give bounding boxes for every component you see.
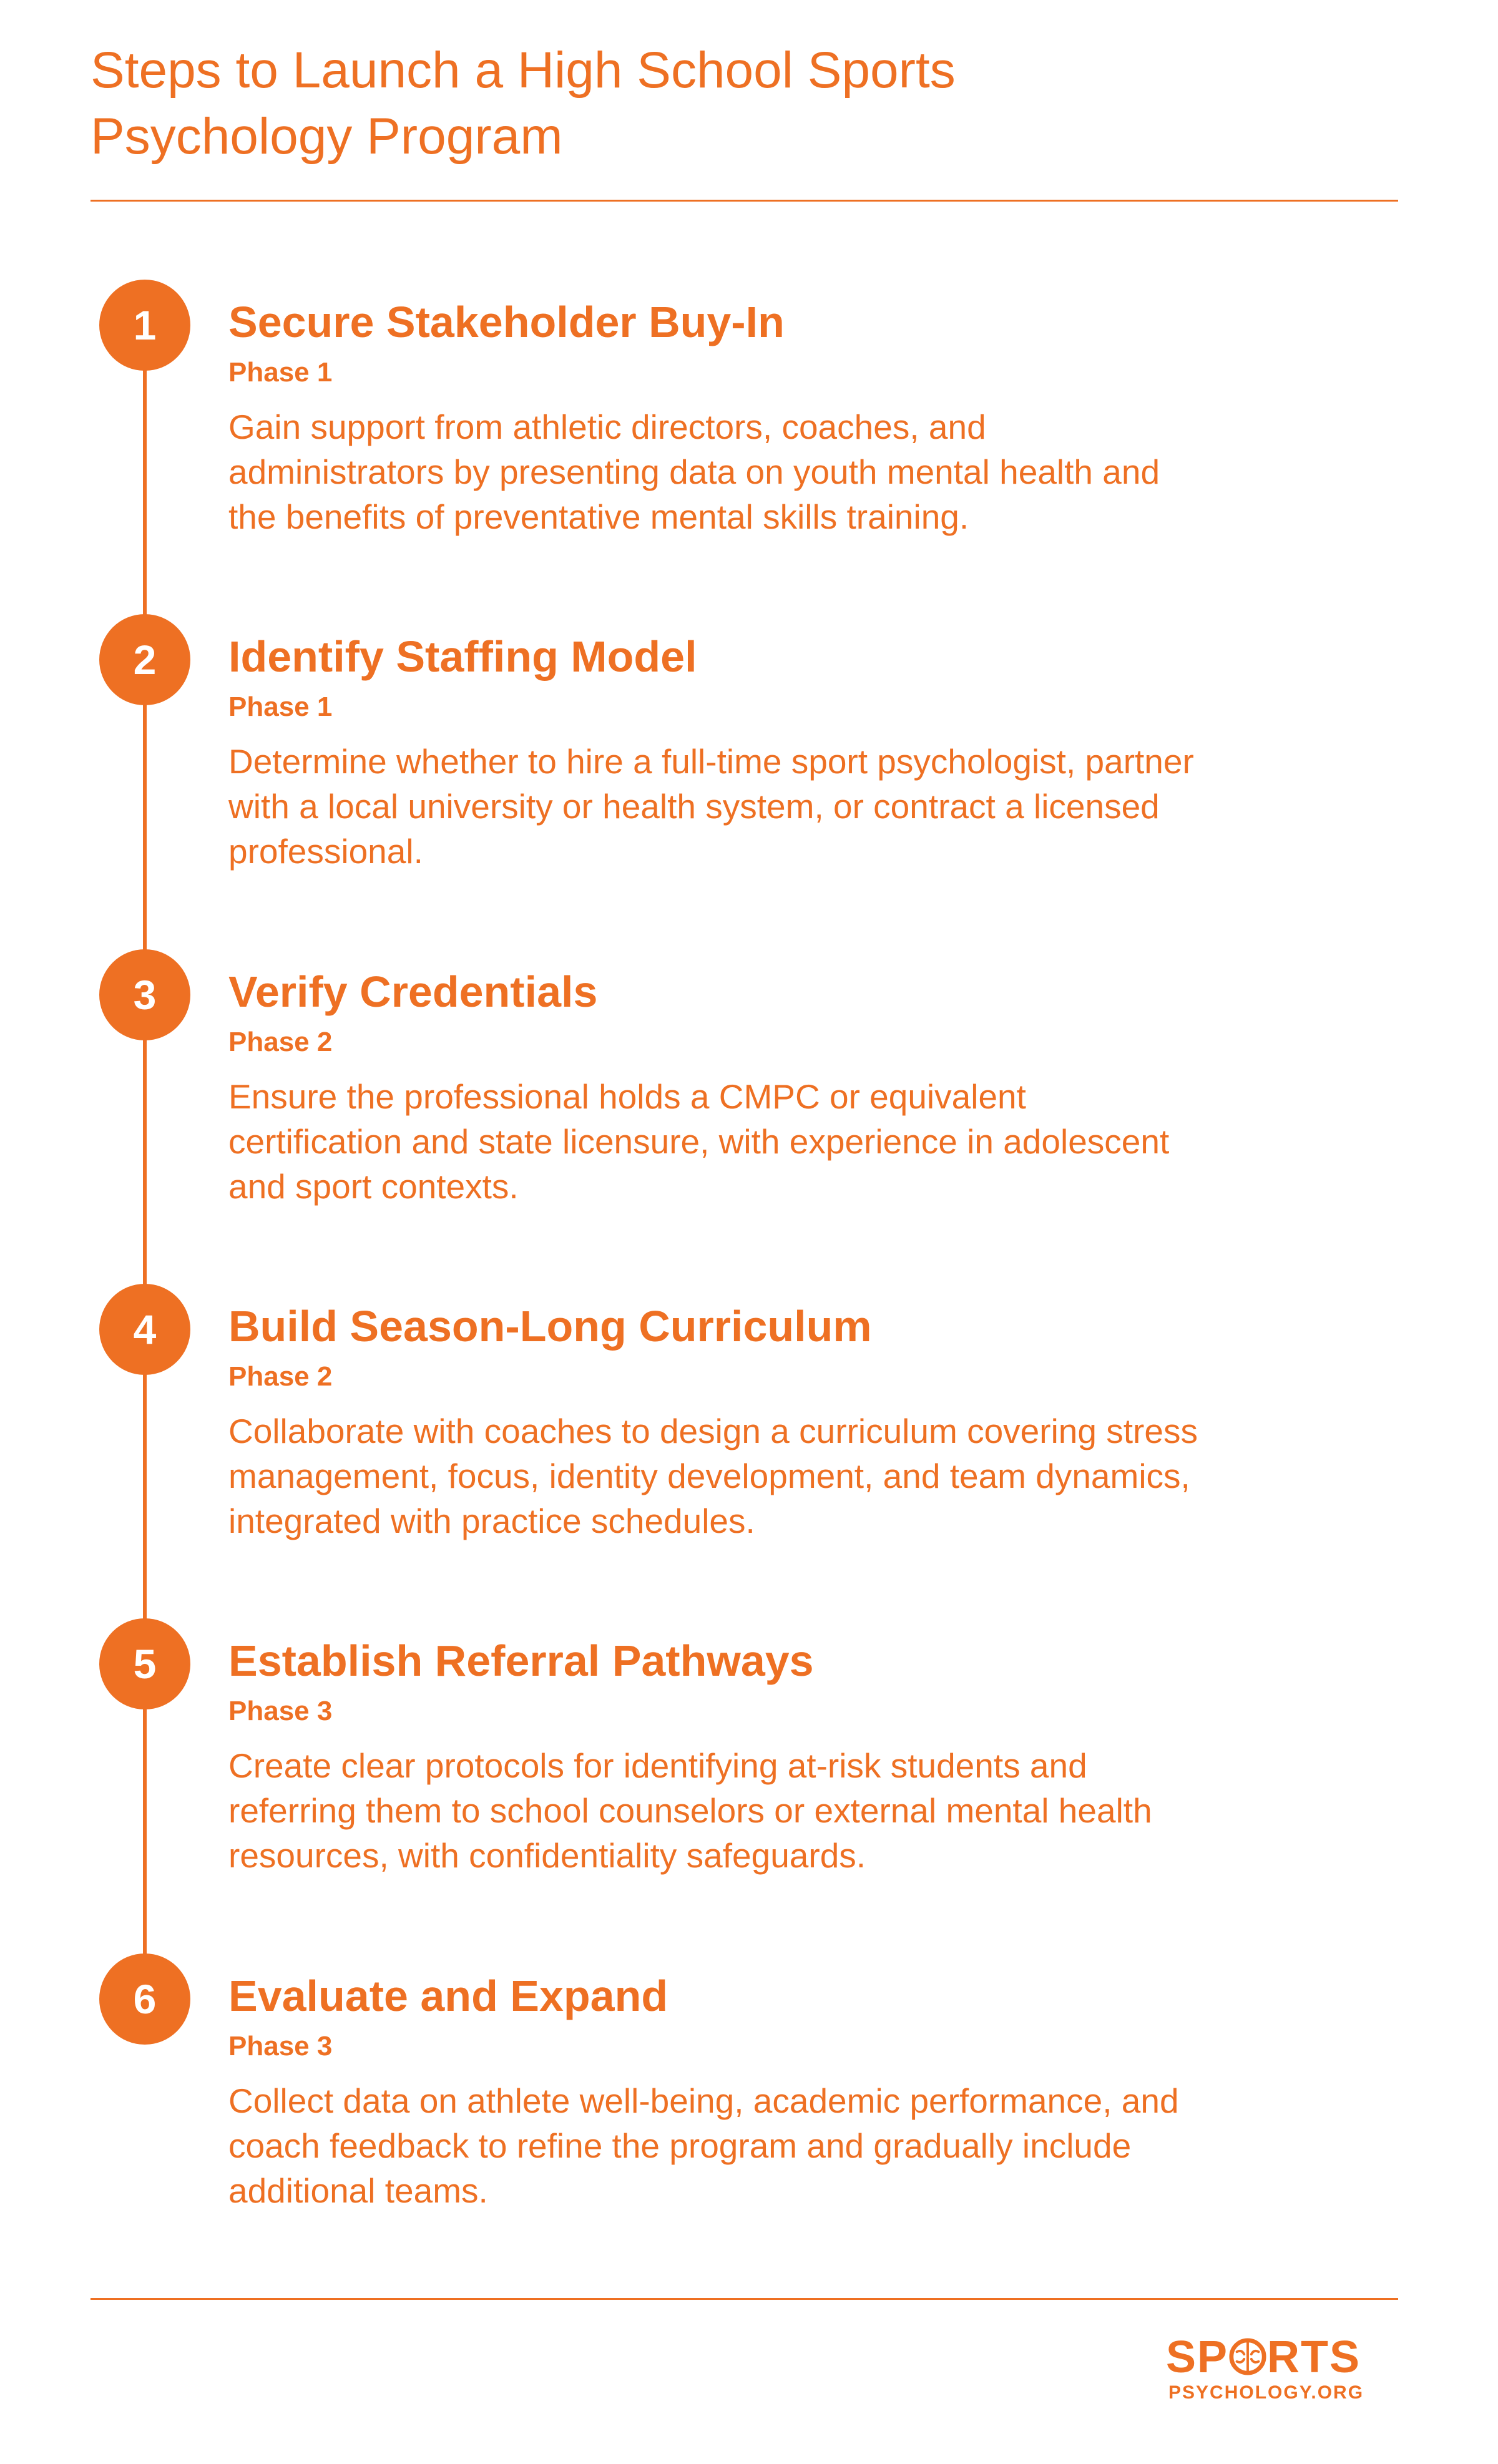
step-title: Evaluate and Expand: [228, 1972, 668, 2020]
top-divider: [91, 200, 1398, 202]
page-title: Steps to Launch a High School Sports Psychology Program: [91, 42, 956, 165]
logo-subtitle: PSYCHOLOGY.ORG: [1168, 2382, 1364, 2403]
step-description: Create clear protocols for identifying at-risk students and referring them to school counselors or external mental health resources, with confidentiality safeguards.: [228, 1746, 1152, 1875]
sportspsychology-logo[interactable]: [1166, 2330, 1391, 2430]
logo-wordmark: [1166, 2330, 1361, 2384]
step-phase: Phase 1: [228, 692, 333, 722]
step-description: Gain support from athletic directors, coaches, and administrators by presenting data on youth mental health and the benefits of preventative mental skills training.: [228, 408, 1160, 536]
step-description: Ensure the professional holds a CMPC or equivalent certification and state licensure, with experience in adolescent and sport contexts.: [228, 1077, 1170, 1206]
step-number-badge: 4: [99, 1284, 190, 1375]
step-title: Verify Credentials: [228, 967, 598, 1016]
step-title: Build Season-Long Curriculum: [228, 1302, 872, 1351]
step-title: Secure Stakeholder Buy-In: [228, 298, 785, 346]
logo-text-start: SP: [1166, 2332, 1229, 2382]
step-phase: Phase 2: [228, 1027, 333, 1057]
step-phase: Phase 2: [228, 1361, 333, 1392]
brain-icon: [1228, 2337, 1267, 2376]
step-number-badge: 3: [99, 949, 190, 1040]
timeline-line: [143, 325, 147, 2003]
step-phase: Phase 3: [228, 1696, 333, 1726]
step-title: Establish Referral Pathways: [228, 1636, 814, 1685]
step-phase: Phase 1: [228, 357, 333, 388]
step-number-badge: 5: [99, 1618, 190, 1709]
step-description: Collaborate with coaches to design a curriculum covering stress management, focus, identity development, and team dynamics, integrated with practice schedules.: [228, 1412, 1198, 1540]
step-description: Determine whether to hire a full-time sport psychologist, partner with a local university or health system, or contract a licensed professional.: [228, 742, 1194, 871]
step-number-badge: 6: [99, 1953, 190, 2045]
logo-text-end: RTS: [1267, 2332, 1361, 2382]
step-title: Identify Staffing Model: [228, 632, 697, 681]
step-phase: Phase 3: [228, 2031, 333, 2061]
bottom-divider: [91, 2298, 1398, 2300]
step-number-badge: 1: [99, 280, 190, 371]
step-description: Collect data on athlete well-being, academic performance, and coach feedback to refine the program and gradually include additional teams.: [228, 2081, 1179, 2210]
step-number-badge: 2: [99, 614, 190, 705]
